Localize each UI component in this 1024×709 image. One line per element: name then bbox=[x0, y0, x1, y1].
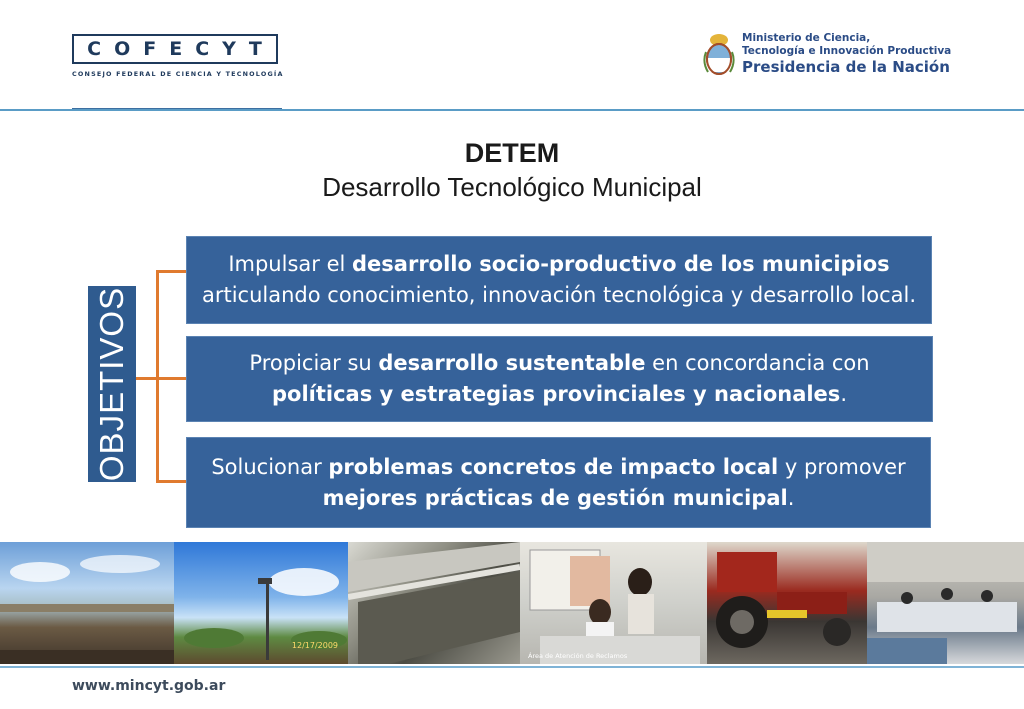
photo-landscape-art bbox=[0, 542, 174, 664]
objectives-label-box bbox=[88, 286, 136, 482]
objective-text-3: Solucionar problemas concretos de impacto local y promover mejores prácticas de gestión municipal. bbox=[211, 454, 906, 510]
bracket-arm-2 bbox=[156, 377, 186, 380]
ministry-name-line1: Ministerio de Ciencia, bbox=[742, 32, 871, 44]
photo-strip bbox=[0, 542, 1024, 664]
footer-divider bbox=[0, 666, 1024, 668]
photo-office-art bbox=[520, 542, 707, 664]
bracket-vertical bbox=[156, 270, 159, 482]
photo-classroom bbox=[867, 542, 1024, 664]
photo-date-stamp: 12/17/2009 bbox=[291, 641, 338, 650]
photo-classroom-art bbox=[867, 542, 1024, 664]
photo-street-lamp bbox=[174, 542, 348, 664]
page-title: DETEM bbox=[464, 138, 560, 168]
cofecyt-logo bbox=[72, 34, 282, 84]
objective-text-1: Impulsar el desarrollo socio-productivo de los municipios articulando conocimiento, innovación tecnológica y desarrollo local. bbox=[201, 252, 917, 307]
photo-compost-beds-art bbox=[348, 542, 520, 664]
header-divider bbox=[0, 109, 1024, 111]
cofecyt-logo-subtitle: CONSEJO FEDERAL DE CIENCIA Y TECNOLOGÍA bbox=[72, 70, 284, 78]
presidency-name: Presidencia de la Nación bbox=[742, 58, 950, 76]
photo-office bbox=[520, 542, 707, 664]
photo-machinery bbox=[707, 542, 867, 664]
photo-caption: Área de Atención de Reclamos bbox=[528, 652, 628, 660]
cofecyt-logo-word: COFECYT bbox=[87, 38, 275, 60]
objective-box-3 bbox=[186, 437, 931, 528]
coat-of-arms-icon bbox=[702, 32, 736, 78]
ministry-logo bbox=[702, 30, 962, 82]
objective-box-2 bbox=[186, 336, 933, 422]
ministry-name-line2: Tecnología e Innovación Productiva bbox=[742, 45, 952, 57]
photo-compost-beds bbox=[348, 542, 520, 664]
photo-machinery-art bbox=[707, 542, 867, 664]
photo-landscape bbox=[0, 542, 174, 664]
bracket-arm-1 bbox=[156, 270, 186, 273]
objectives-label: OBJETIVOS bbox=[93, 286, 130, 482]
bracket-stub bbox=[136, 377, 158, 380]
objective-box-1 bbox=[186, 236, 932, 324]
page-subtitle: Desarrollo Tecnológico Municipal bbox=[322, 172, 702, 202]
bracket-arm-3 bbox=[156, 480, 186, 483]
objective-text-2: Propiciar su desarrollo sustentable en concordancia con políticas y estrategias provinciales y nacionales. bbox=[249, 351, 870, 406]
cofecyt-logo-box bbox=[72, 34, 278, 64]
footer-website-link[interactable]: www.mincyt.gob.ar bbox=[72, 678, 226, 694]
